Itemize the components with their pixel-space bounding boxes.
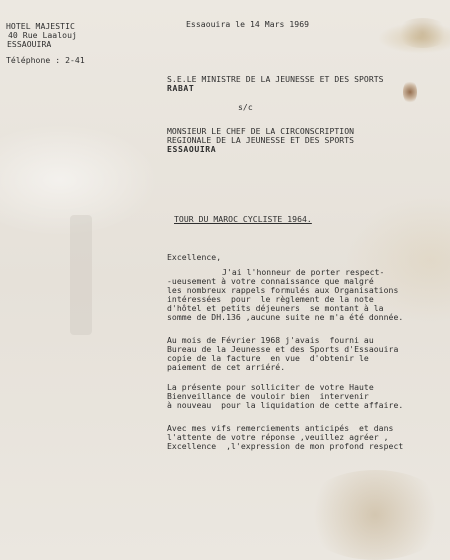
recipient-city: RABAT: [167, 83, 195, 93]
paragraph4-line: Avec mes vifs remerciements anticipés et dans: [167, 423, 394, 433]
via-label: s/c: [238, 102, 253, 112]
paragraph2-line: copie de la facture en vue d'obtenir le: [167, 353, 369, 363]
letterhead-address: 40 Rue Laalouj: [8, 30, 77, 40]
paragraph2-line: Au mois de Février 1968 j'avais fourni au: [167, 335, 374, 345]
paragraph1-line: intéressées pour le règlement de la note: [167, 294, 374, 304]
paragraph1-line: -ueusement à votre connaissance que malgré: [167, 276, 374, 286]
salutation: Excellence,: [167, 252, 222, 262]
stain: [395, 18, 450, 48]
paragraph1-line: somme de DH.136 ,aucune suite ne m'a été donnée.: [167, 312, 404, 322]
subject-line: TOUR DU MAROC CYCLISTE 1964.: [174, 214, 312, 224]
paragraph2-line: Bureau de la Jeunesse et des Sports d'Essaouira: [167, 344, 399, 354]
paragraph3-line: Bienveillance de vouloir bien intervenir: [167, 391, 369, 401]
paragraph3-line: à nouveau pour la liquidation de cette affaire.: [167, 400, 404, 410]
paragraph1-line: d'hôtel et petits déjeuners se montant à la: [167, 303, 384, 313]
recipient-title: S.E.LE MINISTRE DE LA JEUNESSE ET DES SPORTS: [167, 74, 384, 84]
paragraph4-line: Excellence ,l'expression de mon profond respect: [167, 441, 404, 451]
stain: [300, 470, 450, 560]
letterhead-phone: Téléphone : 2-41: [6, 55, 85, 65]
stain: [403, 80, 417, 104]
paragraph1-line: les nombreux rappels formulés aux Organisations: [167, 285, 399, 295]
letterhead-name: HOTEL MAJESTIC: [6, 21, 75, 31]
intermediary-line-3: ESSAOUIRA: [167, 144, 217, 154]
letterhead-city: ESSAOUIRA: [7, 39, 52, 49]
paragraph4-line: l'attente de votre réponse ,veuillez agréer ,: [167, 432, 389, 442]
intermediary-line-1: MONSIEUR LE CHEF DE LA CIRCONSCRIPTION: [167, 126, 355, 136]
place-date: Essaouira le 14 Mars 1969: [186, 19, 310, 29]
paragraph1-line: J'ai l'honneur de porter respect-: [222, 267, 385, 277]
bleed-through-mark: [70, 215, 92, 335]
paragraph3-line: La présente pour solliciter de votre Haute: [167, 382, 374, 392]
intermediary-line-2: REGIONALE DE LA JEUNESSE ET DES SPORTS: [167, 135, 355, 145]
paragraph2-line: paiement de cet arriéré.: [167, 362, 286, 372]
